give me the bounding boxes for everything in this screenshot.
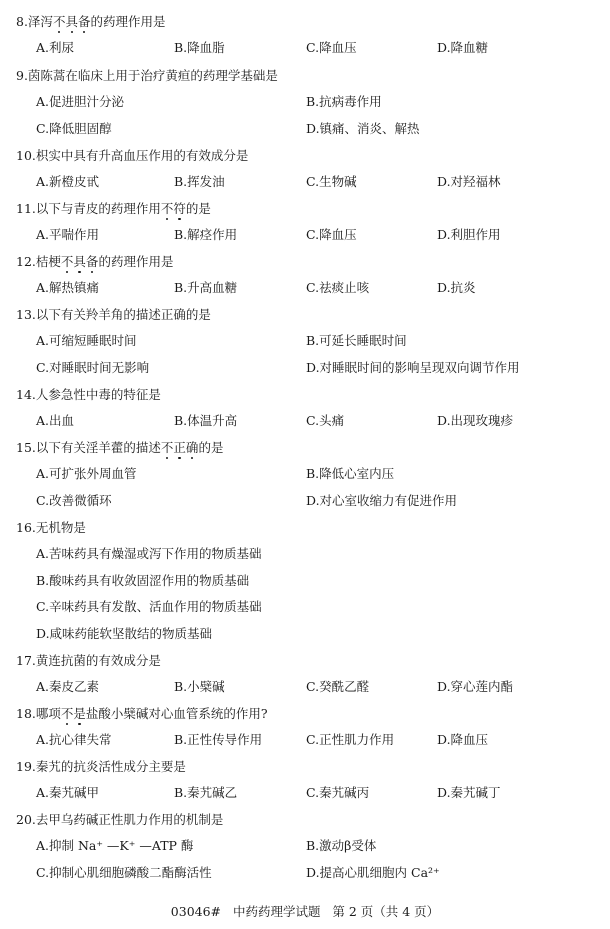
option-a: A.抗心律失常: [36, 732, 112, 747]
question-text: 15.以下有关淫羊藿的描述: [16, 440, 161, 455]
option-a: A.秦艽碱甲: [36, 785, 100, 800]
option-b: B.小檗碱: [174, 679, 225, 694]
option-b: B.正性传导作用: [174, 732, 263, 747]
question-9: [16, 66, 278, 84]
option-d: D.抗炎: [437, 280, 476, 295]
emphasis-char: 不: [60, 254, 74, 269]
option-d: D.降血压: [437, 732, 489, 747]
option-c: C.降血压: [306, 40, 357, 55]
question-text: 14.人参急性中毒的特征是: [16, 387, 161, 402]
emphasis-text: [61, 706, 86, 721]
question-text: 13.以下有关羚羊角的描述正确的是: [16, 307, 211, 322]
emphasis-char: 具: [73, 254, 86, 269]
emphasis-text: [161, 440, 199, 455]
question-16: [16, 518, 86, 536]
option-c: C.降低胆固醇: [36, 121, 112, 136]
option-a: A.解热镇痛: [36, 280, 100, 295]
question-text: 10.枳实中具有升高血压作用的有效成分是: [16, 148, 249, 163]
emphasis-char: 具: [65, 14, 78, 29]
question-15: [16, 438, 223, 456]
question-text: 的是: [198, 440, 224, 455]
question-text: 的药理作用是: [98, 254, 174, 269]
question-11: [16, 199, 211, 217]
option-c: C.头痛: [306, 413, 345, 428]
option-a: A.秦皮乙素: [36, 679, 100, 694]
option-b: B.降低心室内压: [306, 466, 395, 481]
emphasis-char: 备: [77, 14, 91, 29]
emphasis-char: 不: [52, 14, 66, 29]
option-b: B.降血脂: [174, 40, 225, 55]
option-b: B.抗病毒作用: [306, 94, 382, 109]
option-d: D.利胆作用: [437, 227, 501, 242]
question-text: 12.桔梗: [16, 254, 61, 269]
option-a: A.利尿: [36, 40, 75, 55]
option-a: A.苦味药具有燥湿或泻下作用的物质基础: [36, 546, 262, 561]
option-c: C.辛味药具有发散、活血作用的物质基础: [36, 599, 262, 614]
option-c: C.癸酰乙醛: [306, 679, 370, 694]
emphasis-char: 正: [173, 440, 186, 455]
option-a: A.可扩张外周血管: [36, 466, 137, 481]
option-c: C.改善微循环: [36, 493, 112, 508]
emphasis-char: 备: [85, 254, 99, 269]
option-d: D.提高心肌细胞内 Ca²⁺: [306, 865, 440, 880]
emphasis-char: 确: [185, 440, 199, 455]
emphasis-text: [53, 14, 91, 29]
question-10: [16, 146, 248, 164]
question-text: 11.以下与青皮的药理作用: [16, 201, 161, 216]
option-c: C.祛痰止咳: [306, 280, 370, 295]
question-text: 16.无机物是: [16, 520, 86, 535]
option-a: A.平喘作用: [36, 227, 100, 242]
question-20: [16, 810, 223, 828]
emphasis-char: 不: [60, 706, 74, 721]
option-d: D.对睡眠时间的影响呈现双向调节作用: [306, 360, 520, 375]
option-d: D.秦艽碱丁: [437, 785, 501, 800]
option-c: C.正性肌力作用: [306, 732, 395, 747]
option-b: B.挥发油: [174, 174, 225, 189]
emphasis-char: 符: [173, 201, 186, 216]
option-c: C.对睡眠时间无影响: [36, 360, 150, 375]
option-d: D.穿心莲内酯: [437, 679, 514, 694]
option-a: A.促进胆汁分泌: [36, 94, 125, 109]
option-b: B.体温升高: [174, 413, 238, 428]
question-text: 9.茵陈蒿在临床上用于治疗黄疸的药理学基础是: [16, 68, 278, 83]
question-14: [16, 385, 161, 403]
option-b: B.酸味药具有收敛固涩作用的物质基础: [36, 573, 250, 588]
question-text: 的药理作用是: [90, 14, 166, 29]
question-text: 的是: [185, 201, 211, 216]
question-text: 18.哪项: [16, 706, 61, 721]
page-footer: 03046# 中药药理学试题 第 2 页（共 4 页）: [170, 904, 440, 919]
question-8: [16, 12, 166, 30]
option-d: D.对羟福林: [437, 174, 501, 189]
option-d: D.出现玫瑰疹: [437, 413, 514, 428]
option-c: C.秦艽碱丙: [306, 785, 370, 800]
question-12: [16, 252, 173, 270]
option-a: A.抑制 Na⁺ —K⁺ —ATP 酶: [36, 838, 194, 853]
emphasis-char: 不: [160, 440, 174, 455]
option-c: C.降血压: [306, 227, 357, 242]
option-c: C.生物碱: [306, 174, 357, 189]
question-text: 8.泽泻: [16, 14, 53, 29]
question-19: [16, 757, 186, 775]
option-b: B.秦艽碱乙: [174, 785, 238, 800]
emphasis-char: 是: [73, 706, 86, 721]
option-b: B.解痉作用: [174, 227, 238, 242]
option-a: A.出血: [36, 413, 75, 428]
option-b: B.可延长睡眠时间: [306, 333, 407, 348]
question-text: 盐酸小檗碱对心血管系统的作用?: [85, 706, 268, 721]
question-text: 17.黄连抗菌的有效成分是: [16, 653, 161, 668]
emphasis-text: [61, 254, 99, 269]
option-b: B.激动β受体: [306, 838, 377, 853]
question-18: [16, 704, 268, 722]
option-d: D.对心室收缩力有促进作用: [306, 493, 458, 508]
question-text: 19.秦艽的抗炎活性成分主要是: [16, 759, 186, 774]
option-a: A.新橙皮甙: [36, 174, 100, 189]
question-17: [16, 651, 161, 669]
emphasis-text: [161, 201, 186, 216]
question-text: 20.去甲乌药碱正性肌力作用的机制是: [16, 812, 224, 827]
question-13: [16, 305, 211, 323]
option-c: C.抑制心肌细胞磷酸二酯酶活性: [36, 865, 212, 880]
option-d: D.镇痛、消炎、解热: [306, 121, 420, 136]
option-b: B.升高血糖: [174, 280, 238, 295]
option-d: D.降血糖: [437, 40, 489, 55]
emphasis-char: 不: [160, 201, 174, 216]
option-a: A.可缩短睡眠时间: [36, 333, 137, 348]
option-d: D.咸味药能软坚散结的物质基础: [36, 626, 213, 641]
